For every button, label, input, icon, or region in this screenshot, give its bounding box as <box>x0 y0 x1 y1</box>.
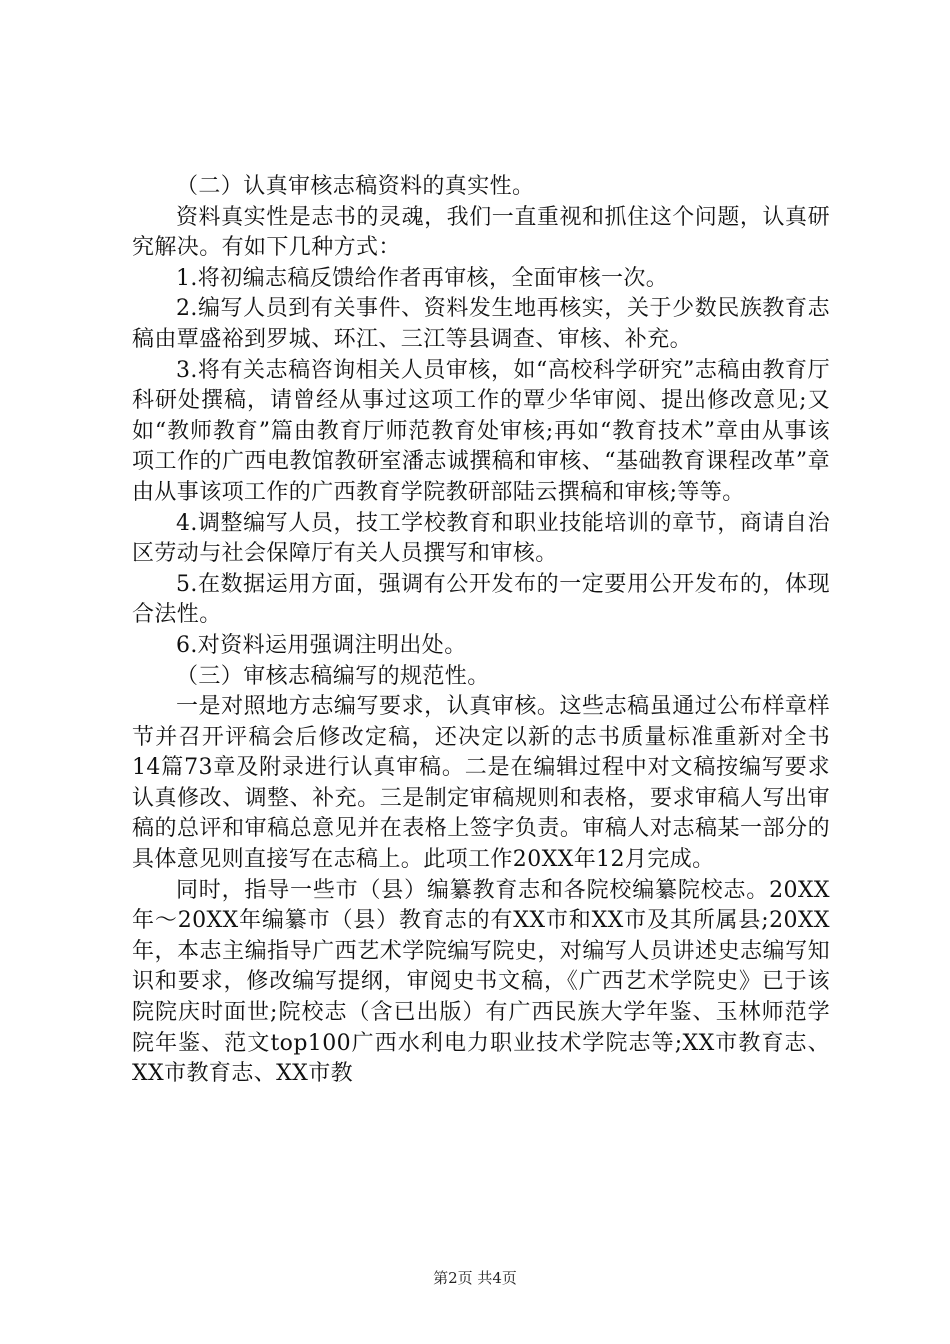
list-item-4: 4.调整编写人员，技工学校教育和职业技能培训的章节，商请自治区劳动与社会保障厅有关人员撰写和审核。 <box>132 510 830 567</box>
body-paragraph: 一是对照地方志编写要求，认真审核。这些志稿虽通过公布样章样节并召开评稿会后修改定稿，还决定以新的志书质量标准重新对全书14篇73章及附录进行认真审稿。二是在编辑过程中对文稿按编写要求认真修改、调整、补充。三是制定审稿规则和表格，要求审稿人写出审稿的总评和审稿总意见并在表格上签字负责。审稿人对志稿某一部分的具体意见则直接写在志稿上。此项工作20XX年12月完成。 <box>132 694 830 873</box>
document-body <box>132 172 830 1090</box>
list-item-5: 5.在数据运用方面，强调有公开发布的一定要用公开发布的，体现合法性。 <box>132 571 830 628</box>
list-item-3: 3.将有关志稿咨询相关人员审核，如“高校科学研究”志稿由教育厅科研处撰稿，请曾经从事过这项工作的覃少华审阅、提出修改意见;又如“教师教育”篇由教育厅师范教育处审核;再如“教育技术”章由从事该项工作的广西电教馆教研室潘志诚撰稿和审核、“基础教育课程改革”章由从事该项工作的广西教育学院教研部陆云撰稿和审核;等等。 <box>132 357 830 505</box>
section-heading-2: （二）认真审核志稿资料的真实性。 <box>176 174 535 199</box>
body-paragraph: 同时，指导一些市（县）编纂教育志和各院校编纂院校志。20XX年～20XX年编纂市（县）教育志的有XX市和XX市及其所属县;20XX年，本志主编指导广西艺术学院编写院史，对编写人员讲述史志编写知识和要求，修改编写提纲，审阅史书文稿，《广西艺术学院史》已于该院院庆时面世;院校志（含已出版）有广西民族大学年鉴、玉林师范学院年鉴、范文top100广西水利电力职业技术学院志等;XX市教育志、XX市教育志、XX市教 <box>132 877 830 1087</box>
page-number-footer: 第2页 共4页 <box>433 1269 517 1287</box>
list-item-6: 6.对资料运用强调注明出处。 <box>176 632 467 658</box>
list-item-1: 1.将初编志稿反馈给作者再审核，全面审核一次。 <box>176 265 669 291</box>
section-heading-3: （三）审核志稿编写的规范性。 <box>176 663 490 689</box>
list-item-2: 2.编写人员到有关事件、资料发生地再核实，关于少数民族教育志稿由覃盛裕到罗城、环江、三江等县调查、审核、补充。 <box>132 296 830 352</box>
body-paragraph: 资料真实性是志书的灵魂，我们一直重视和抓住这个问题，认真研究解决。有如下几种方式： <box>132 204 830 261</box>
